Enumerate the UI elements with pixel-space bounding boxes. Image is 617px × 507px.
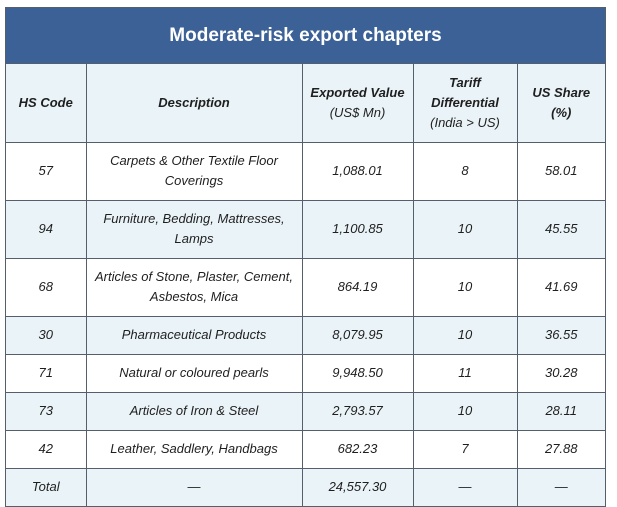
total-us-share: — [517, 468, 605, 506]
cell-tariff: 11 [413, 354, 517, 392]
header-row [6, 64, 605, 142]
cell-us-share: 27.88 [517, 430, 605, 468]
cell-exported-value: 2,793.57 [302, 392, 413, 430]
table-row [6, 430, 605, 468]
cell-description: Articles of Stone, Plaster, Cement, Asbestos, Mica [86, 258, 302, 316]
cell-exported-value: 682.23 [302, 430, 413, 468]
total-description: — [86, 468, 302, 506]
total-row [6, 468, 605, 506]
total-exported-value: 24,557.30 [302, 468, 413, 506]
data-table [6, 64, 605, 506]
header-exported-value-label: Exported Value [310, 84, 405, 100]
header-hs-code: HS Code [6, 64, 86, 142]
cell-exported-value: 864.19 [302, 258, 413, 316]
table-row [6, 258, 605, 316]
cell-description: Natural or coloured pearls [86, 354, 302, 392]
header-exported-value-unit: (US$ Mn) [329, 104, 386, 120]
cell-us-share: 28.11 [517, 392, 605, 430]
cell-exported-value: 9,948.50 [302, 354, 413, 392]
header-tariff-note: (India > US) [430, 114, 500, 130]
table-row [6, 200, 605, 258]
cell-tariff: 8 [413, 142, 517, 200]
total-label: Total [6, 468, 86, 506]
cell-hs-code: 57 [6, 142, 86, 200]
cell-description: Carpets & Other Textile Floor Coverings [86, 142, 302, 200]
export-chapters-table [5, 7, 606, 507]
cell-hs-code: 42 [6, 430, 86, 468]
cell-hs-code: 68 [6, 258, 86, 316]
table-row [6, 316, 605, 354]
cell-hs-code: 30 [6, 316, 86, 354]
cell-exported-value: 1,088.01 [302, 142, 413, 200]
header-us-share [517, 64, 605, 142]
cell-exported-value: 1,100.85 [302, 200, 413, 258]
table-title: Moderate-risk export chapters [6, 8, 605, 64]
cell-exported-value: 8,079.95 [302, 316, 413, 354]
header-tariff-label: Tariff Differential [431, 74, 499, 110]
total-tariff: — [413, 468, 517, 506]
cell-hs-code: 94 [6, 200, 86, 258]
cell-us-share: 45.55 [517, 200, 605, 258]
cell-description: Furniture, Bedding, Mattresses, Lamps [86, 200, 302, 258]
cell-tariff: 10 [413, 258, 517, 316]
table-row [6, 354, 605, 392]
table-row [6, 142, 605, 200]
header-description: Description [86, 64, 302, 142]
cell-description: Articles of Iron & Steel [86, 392, 302, 430]
table-row [6, 392, 605, 430]
header-exported-value [302, 64, 413, 142]
cell-tariff: 7 [413, 430, 517, 468]
cell-hs-code: 71 [6, 354, 86, 392]
cell-tariff: 10 [413, 392, 517, 430]
header-us-share-unit: (%) [551, 104, 572, 120]
cell-description: Pharmaceutical Products [86, 316, 302, 354]
cell-us-share: 36.55 [517, 316, 605, 354]
header-tariff-differential [413, 64, 517, 142]
cell-hs-code: 73 [6, 392, 86, 430]
cell-description: Leather, Saddlery, Handbags [86, 430, 302, 468]
cell-us-share: 30.28 [517, 354, 605, 392]
cell-us-share: 58.01 [517, 142, 605, 200]
cell-tariff: 10 [413, 316, 517, 354]
cell-us-share: 41.69 [517, 258, 605, 316]
cell-tariff: 10 [413, 200, 517, 258]
header-us-share-label: US Share [532, 84, 591, 100]
